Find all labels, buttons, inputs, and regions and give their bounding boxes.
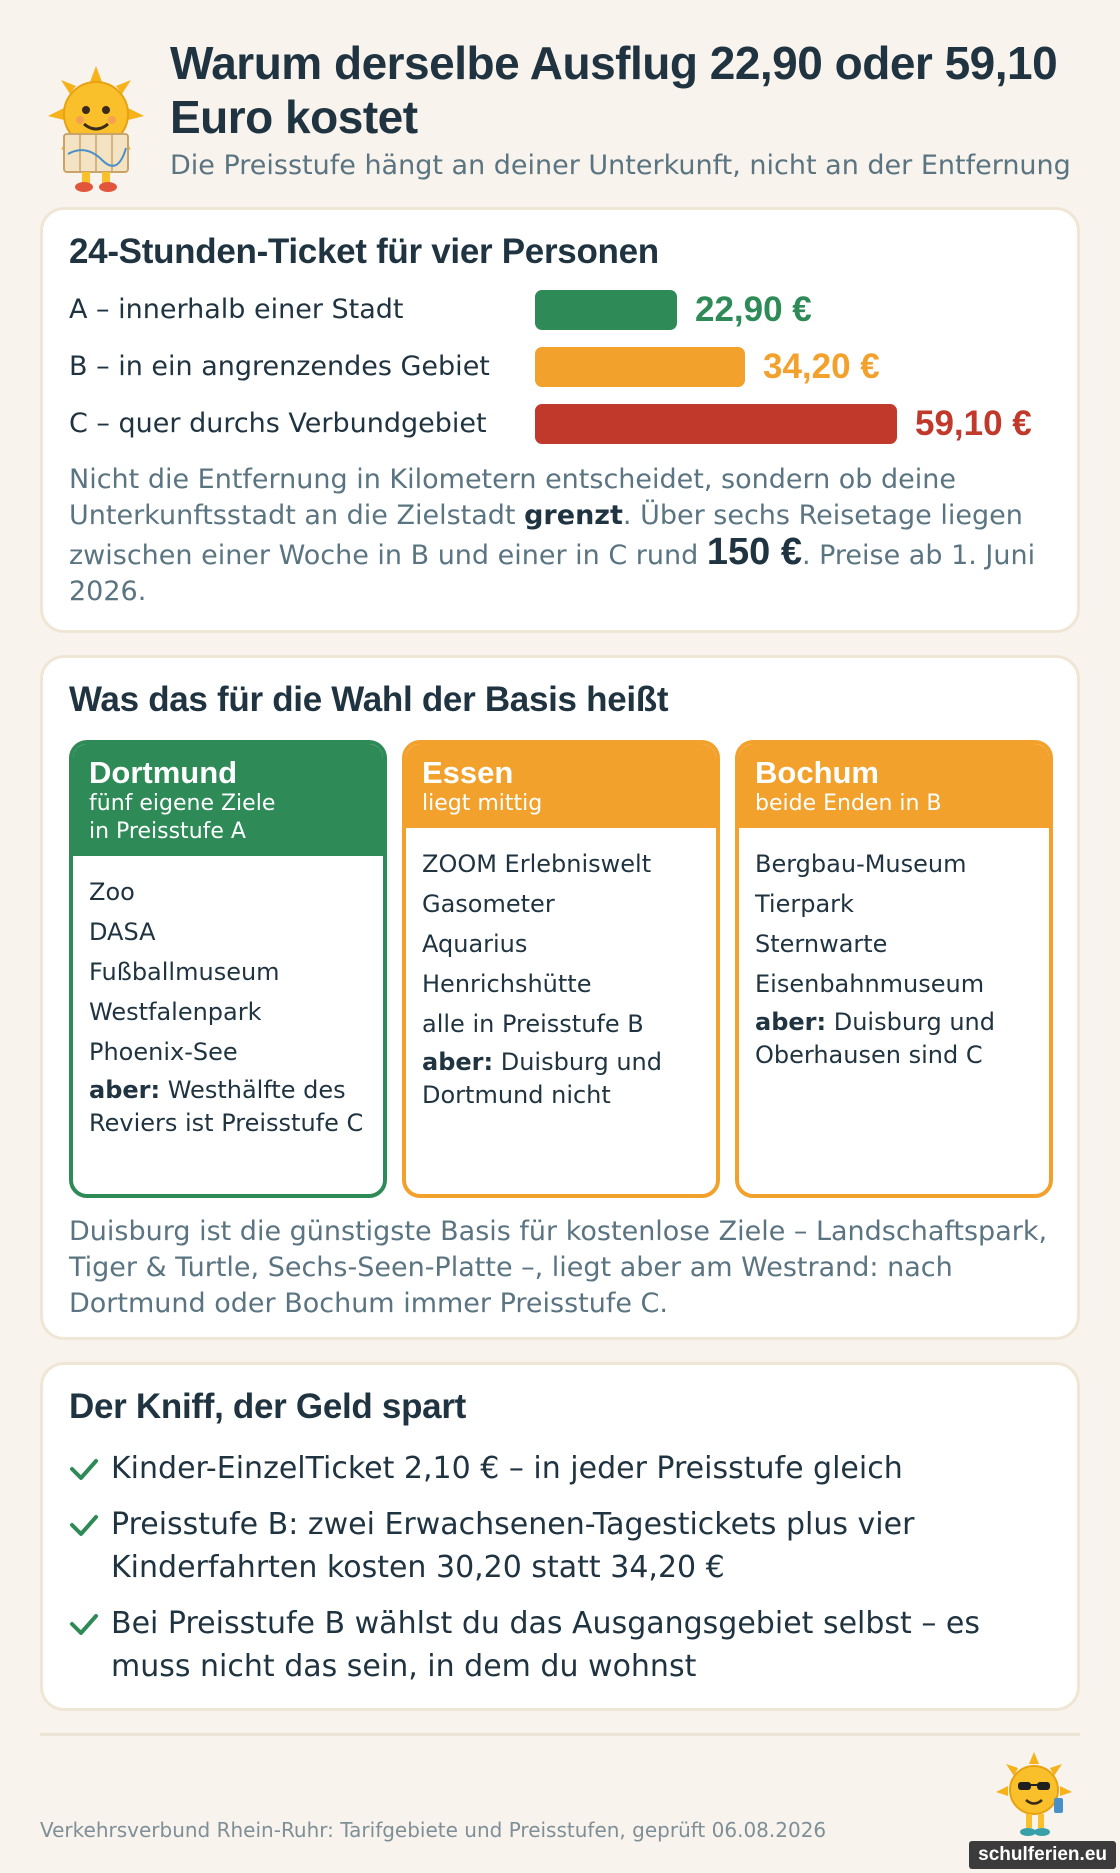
tier-c-label: C – quer durchs Verbundgebiet (69, 408, 487, 439)
list-item: Aquarius (422, 930, 528, 958)
list-item: Gasometer (422, 890, 555, 918)
city-name: Bochum (755, 755, 879, 790)
city-destinations (739, 828, 1049, 1072)
list-item: Eisenbahnmuseum (755, 970, 985, 998)
tier-b-label: B – in ein angrenzendes Gebiet (69, 351, 490, 382)
tip-text: Preisstufe B: zwei Erwachsenen-Tagestickets plus vier Kinderfahrten kosten 30,20 statt 34,20 € (111, 1507, 915, 1585)
city-note: aber: Duisburg und Oberhausen sind C (755, 1008, 995, 1069)
tier-b-bar (535, 347, 745, 387)
ticket-price-card (40, 207, 1080, 633)
sun-mascot-sunglasses-icon (994, 1752, 1074, 1842)
page-title: Warum derselbe Ausflug 22,90 oder 59,10 Euro kostet (170, 37, 1058, 143)
list-item: DASA (89, 918, 156, 946)
city-destinations (73, 856, 383, 1140)
city-card-bochum (735, 740, 1053, 1198)
list-item: alle in Preisstufe B (422, 1010, 644, 1038)
city-destinations (406, 828, 716, 1112)
tips-card-title: Der Kniff, der Geld spart (69, 1387, 467, 1426)
city-note: aber: Duisburg und Dortmund nicht (422, 1048, 662, 1109)
list-item: Bergbau-Museum (755, 850, 967, 878)
list-item: Fußballmuseum (89, 958, 280, 986)
basis-card (40, 655, 1080, 1340)
basis-footnote: Duisburg ist die günstigste Basis für kostenlose Ziele – Landschaftspark, Tiger & Turtle, Sechs-Seen-Platte –, liegt aber am Westrand: nach Dortmund oder Bochum immer Preisstufe C. (69, 1216, 1048, 1319)
tier-a-price: 22,90 € (695, 290, 812, 329)
city-subtitle: fünf eigene Ziele (89, 791, 276, 816)
list-item: Westfalenpark (89, 998, 262, 1026)
basis-card-title: Was das für die Wahl der Basis heißt (69, 680, 669, 719)
city-subtitle: liegt mittig (422, 791, 543, 816)
city-subtitle: beide Enden in B (755, 791, 942, 816)
list-item: ZOOM Erlebniswelt (422, 850, 652, 878)
city-header (73, 744, 383, 856)
tier-c-price: 59,10 € (915, 404, 1032, 443)
tier-c-bar (535, 404, 897, 444)
list-item: Henrichshütte (422, 970, 592, 998)
list-item: Tierpark (755, 890, 854, 918)
city-name: Essen (422, 755, 514, 790)
city-card-dortmund (69, 740, 387, 1198)
savings-amount: 150 € (706, 531, 802, 573)
brand-badge: schulferien.eu (969, 1841, 1116, 1869)
tips-card (40, 1362, 1080, 1711)
city-header (739, 744, 1049, 828)
list-item: Phoenix-See (89, 1038, 238, 1066)
city-card-essen (402, 740, 720, 1198)
tier-a-bar (535, 290, 677, 330)
footer-divider (40, 1733, 1080, 1736)
city-header (406, 744, 716, 828)
tier-a-label: A – innerhalb einer Stadt (69, 294, 404, 325)
city-subtitle: in Preisstufe A (89, 819, 246, 844)
tier-b-price: 34,20 € (763, 347, 880, 386)
header (40, 36, 1090, 186)
sun-mascot-map-icon (46, 64, 146, 194)
source-note: Verkehrsverbund Rhein-Ruhr: Tarifgebiete und Preisstufen, geprüft 06.08.2026 (40, 1818, 827, 1842)
city-note: aber: Westhälfte des Reviers ist Preisstufe C (89, 1076, 364, 1137)
check-icon (69, 1447, 99, 1490)
ticket-card-title: 24-Stunden-Ticket für vier Personen (69, 232, 659, 271)
tip-text: Kinder-EinzelTicket 2,10 € – in jeder Preisstufe gleich (111, 1451, 903, 1486)
tip-text: Bei Preisstufe B wählst du das Ausgangsgebiet selbst – es muss nicht das sein, in dem du wohnst (111, 1606, 980, 1684)
emphasis-grenzt: grenzt (524, 500, 623, 531)
check-icon (69, 1602, 99, 1645)
list-item: Sternwarte (755, 930, 888, 958)
check-icon (69, 1503, 99, 1546)
ticket-explanation: Nicht die Entfernung in Kilometern entscheidet, sondern ob deine Unterkunftsstadt an die Zielstadt grenzt. Über sechs Reisetage liegen zwischen einer Woche in B und einer in C rund 150 €. Preise ab 1. Juni 2026. (69, 464, 1036, 607)
list-item: Zoo (89, 878, 135, 906)
city-name: Dortmund (89, 755, 238, 790)
page-subtitle: Die Preisstufe hängt an deiner Unterkunft, nicht an der Entfernung (170, 150, 1071, 181)
